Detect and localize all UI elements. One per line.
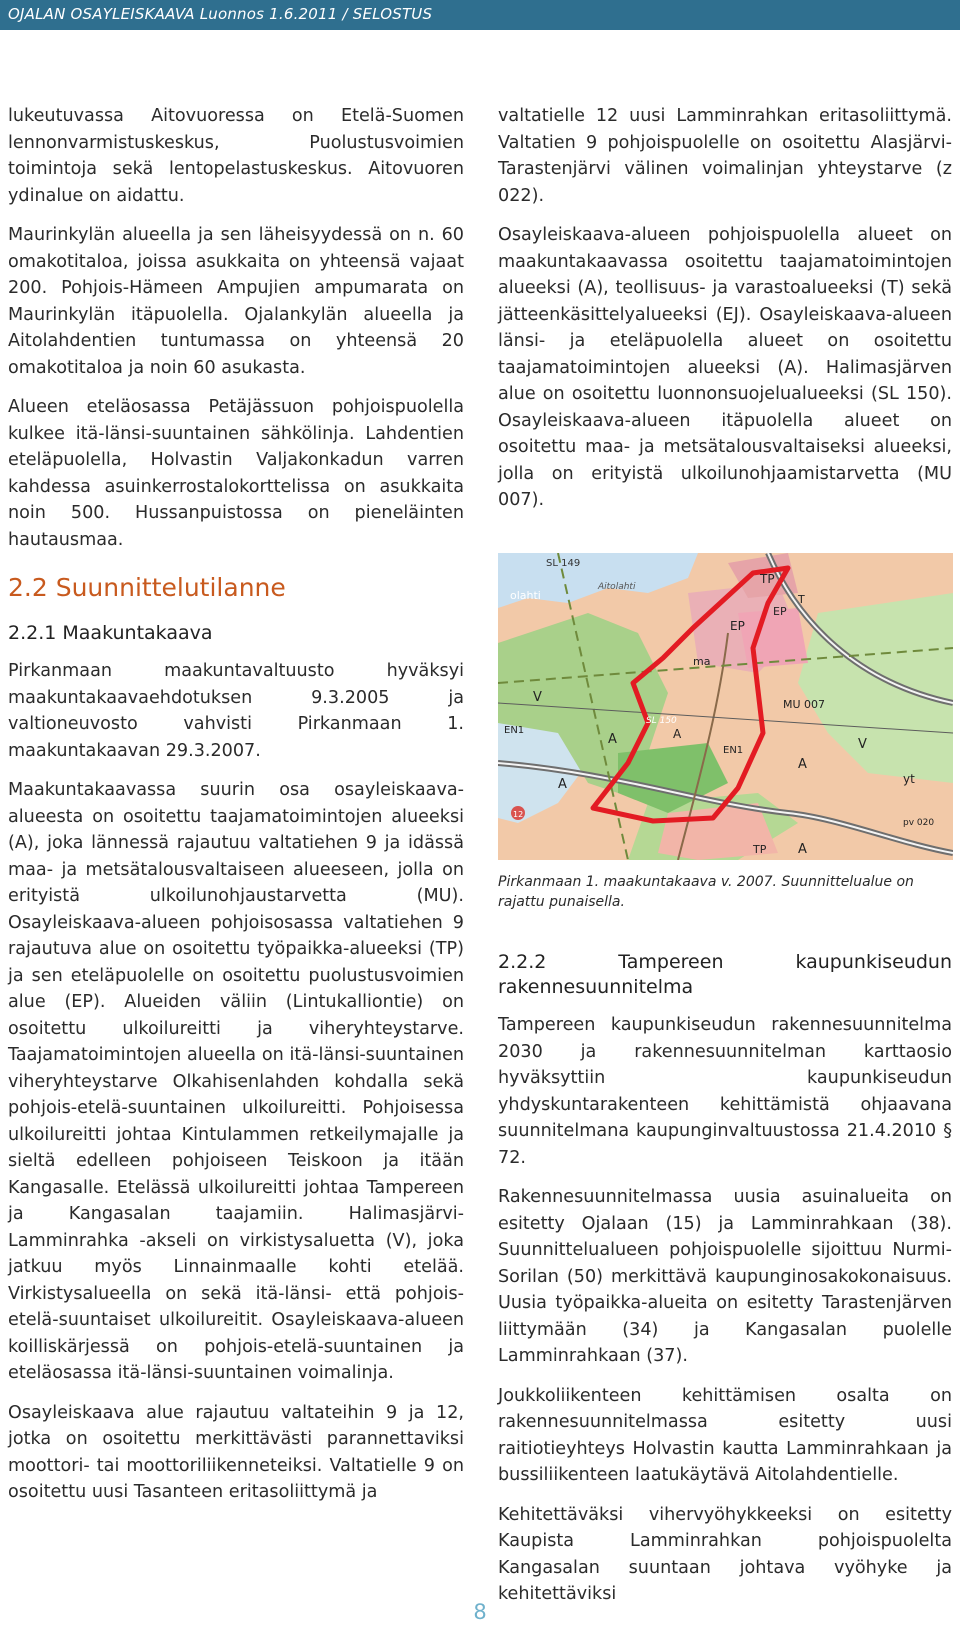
- map-label: olahti: [510, 589, 541, 602]
- running-header: [0, 0, 960, 30]
- left-paragraph: Maakuntakaavassa suurin osa osayleiskaava-alueesta on osoitettu taajamatoimintojen alueeksi (A), joka lännessä rajautuu valtatiehen 9 ja idässä maa- ja metsätalousvaltaiseen alueeseen, jolla on erityistä ulkoilunohjaustarvetta (MU). Osayleiskaava-alueen pohjoisosassa valtatiehen 9 rajautuva alue on osoitettu työpaikka-alueeksi (TP) ja sen eteläpuolelle on osoitettu puolustusvoimien alue (EP). Alueiden väliin (Lintukalliontie) on osoitettu ulkoilureitti ja viheryhteystarve. Taajamatoimintojen alueella on itä-länsi-suuntainen viheryhteystarve Olkahisenlahden kohdalla sekä pohjois-etelä-suuntainen ulkoilureitti. Pohjoisessa ulkoilureitti johtaa Kintulammen retkeilymajalle ja sieltä edelleen pohjoiseen Teiskoon ja itään Kangasalle. Etelässä ulkoilureitti johtaa Tampereen ja Kangasalan taajamiin. Halimasjärvi-Lamminrahka -akseli on virkistysaluetta (V), joka jatkuu myös Linnainmaalle kohti etelää. Virkistysalueella on sekä itä-länsi- että pohjois-etelä-suuntaiset ulkoilureitit. Osayleiskaava-alueen koilliskärjessä on pohjois-etelä-suuntainen ja eteläosassa itä-länsi-suuntainen voimalinja.: [8, 780, 464, 1383]
- right-column-bottom: [498, 950, 952, 1621]
- right-paragraph: Tampereen kaupunkiseudun rakennesuunnitelma 2030 ja rakennesuunnitelman karttaosio hyväksyttiin kaupunkiseudun yhdyskuntarakenteen kehittämistä ohjaavana suunnitelmana kaupunginvaltuustossa 21.4.2010 § 72.: [498, 1015, 952, 1168]
- left-paragraph: lukeutuvassa Aitovuoressa on Etelä-Suomen lennonvarmistuskeskus, Puolustusvoimien toimintoja sekä lentopelastuskeskus. Aitovuoren ydinalue on aidattu.: [8, 106, 464, 206]
- right-paragraph: Joukkoliikenteen kehittämisen osalta on rakennesuunnitelmassa esitetty uusi raitiotieyhteys Holvastin kautta Lamminrahkaan ja bussiliikenteen laatukäytävä Aitolahdentielle.: [498, 1385, 952, 1485]
- map-caption: Pirkanmaan 1. maakuntakaava v. 2007. Suunnittelualue on rajattu punaisella.: [498, 874, 914, 910]
- subsection-heading: 2.2.1 Maakuntakaava: [8, 622, 213, 644]
- regional-plan-map: [498, 553, 953, 860]
- map-label: T: [798, 593, 805, 606]
- map-label: EP: [773, 605, 787, 618]
- running-title: OJALAN OSAYLEISKAAVA Luonnos 1.6.2011 / SELOSTUS: [8, 5, 433, 23]
- map-label: A: [608, 732, 617, 747]
- right-paragraph: Osayleiskaava-alueen pohjoispuolella alueet on maakuntakaavassa osoitettu taajamatoimintojen alueeksi (A), teollisuus- ja varastoalueeksi (T) sekä jätteenkäsittelyalueeksi (EJ). Osayleiskaava-alueen länsi- ja eteläpuolella alueet on osoitettu taajamatoimintojen alueeksi (A). Halimasjärven alue on osoitettu luonnonsuojelualueeksi (SL 150). Osayleiskaava-alueen itäpuolella alueet on osoitettu maa- ja metsätalousvaltaiseksi alueeksi, jolla on erityistä ulkoilunohjaamistarvetta (MU 007).: [498, 225, 952, 510]
- map-label: SL 150: [646, 716, 677, 726]
- map-label: EP: [730, 619, 745, 633]
- map-label: A: [798, 842, 807, 857]
- map-label: Aitolahti: [598, 582, 636, 592]
- left-paragraph: Maurinkylän alueella ja sen läheisyydessä on n. 60 omakotitaloa, joissa asukkaita on yhteensä vajaat 200. Pohjois-Hämeen Ampujien ampumarata on Maurinkylän itäpuolella. Ojalankylän alueella ja Aitolahdentien tuntumassa on yhteensä 20 omakotitaloa ja noin 60 asukasta.: [8, 225, 464, 378]
- map-label: EN1: [723, 745, 744, 756]
- left-paragraph: Pirkanmaan maakuntavaltuusto hyväksyi maakuntakaavaehdotuksen 9.3.2005 ja valtioneuvosto vahvisti Pirkanmaan 1. maakuntakaavan 29.3.2007.: [8, 661, 464, 761]
- map-label: V: [858, 737, 867, 752]
- left-column: [8, 103, 464, 1519]
- map-label: A: [798, 757, 807, 772]
- map-label: MU 007: [783, 698, 826, 711]
- map-label: A: [558, 777, 567, 792]
- map-label: pv 020: [903, 818, 935, 828]
- map-graphic: [498, 553, 953, 860]
- subsection-heading: 2.2.2 Tampereen kaupunkiseudun rakennesuunnitelma: [498, 951, 952, 998]
- page-number: 8: [473, 1600, 487, 1624]
- map-label: TP: [760, 572, 775, 586]
- map-label: TP: [753, 843, 767, 856]
- map-label: EN1: [504, 725, 525, 736]
- right-paragraph: valtatielle 12 uusi Lamminrahkan eritasoliittymä. Valtatien 9 pohjoispuolelle on osoitettu Alasjärvi-Tarastenjärvi välinen voimalinjan yhteystarve (z 022).: [498, 106, 952, 206]
- section-heading: 2.2 Suunnittelutilanne: [8, 573, 286, 602]
- right-column-top: [498, 103, 952, 527]
- map-label: SL 149: [546, 558, 581, 569]
- right-paragraph: Rakennesuunnitelmassa uusia asuinalueita on esitetty Ojalaan (15) ja Lamminrahkaan (38). Suunnittelualueen pohjoispuolelle sijoittuu Nurmi-Sorilan (50) merkittävä kaupunginosakokonaisuus. Uusia työpaikka-alueita on esitetty Tarastenjärven liittymään (34) ja Kangasalan puolelle Lamminrahkaan (37).: [498, 1187, 952, 1366]
- left-paragraph: Osayleiskaava alue rajautuu valtateihin 9 ja 12, jotka on osoitettu merkittävästi parannettaviksi moottori- tai moottoriliikenneteiksi. Valtatielle 9 on osoitettu uusi Tasanteen eritasoliittymä ja: [8, 1402, 464, 1502]
- left-paragraph: Alueen eteläosassa Petäjässuon pohjoispuolella kulkee itä-länsi-suuntainen sähkölinja. Lahdentien eteläpuolella, Holvastin Valjakonkadun varren kahdessa asuinkerrostalokorttelissa on asukkaita noin 500. Hussanpuistossa on pieneläinten hautausmaa.: [8, 397, 464, 550]
- right-paragraph: Kehitettäväksi vihervyöhykkeeksi on esitetty Kaupista Lamminrahkan pohjoispuolelta Kangasalan suuntaan johtava vyöhyke ja kehitettäviksi: [498, 1504, 952, 1604]
- map-label: 12: [513, 810, 524, 819]
- map-label: V: [533, 690, 542, 705]
- map-label: A: [673, 727, 682, 741]
- map-label: ma: [693, 655, 711, 668]
- map-label: yt: [903, 772, 915, 786]
